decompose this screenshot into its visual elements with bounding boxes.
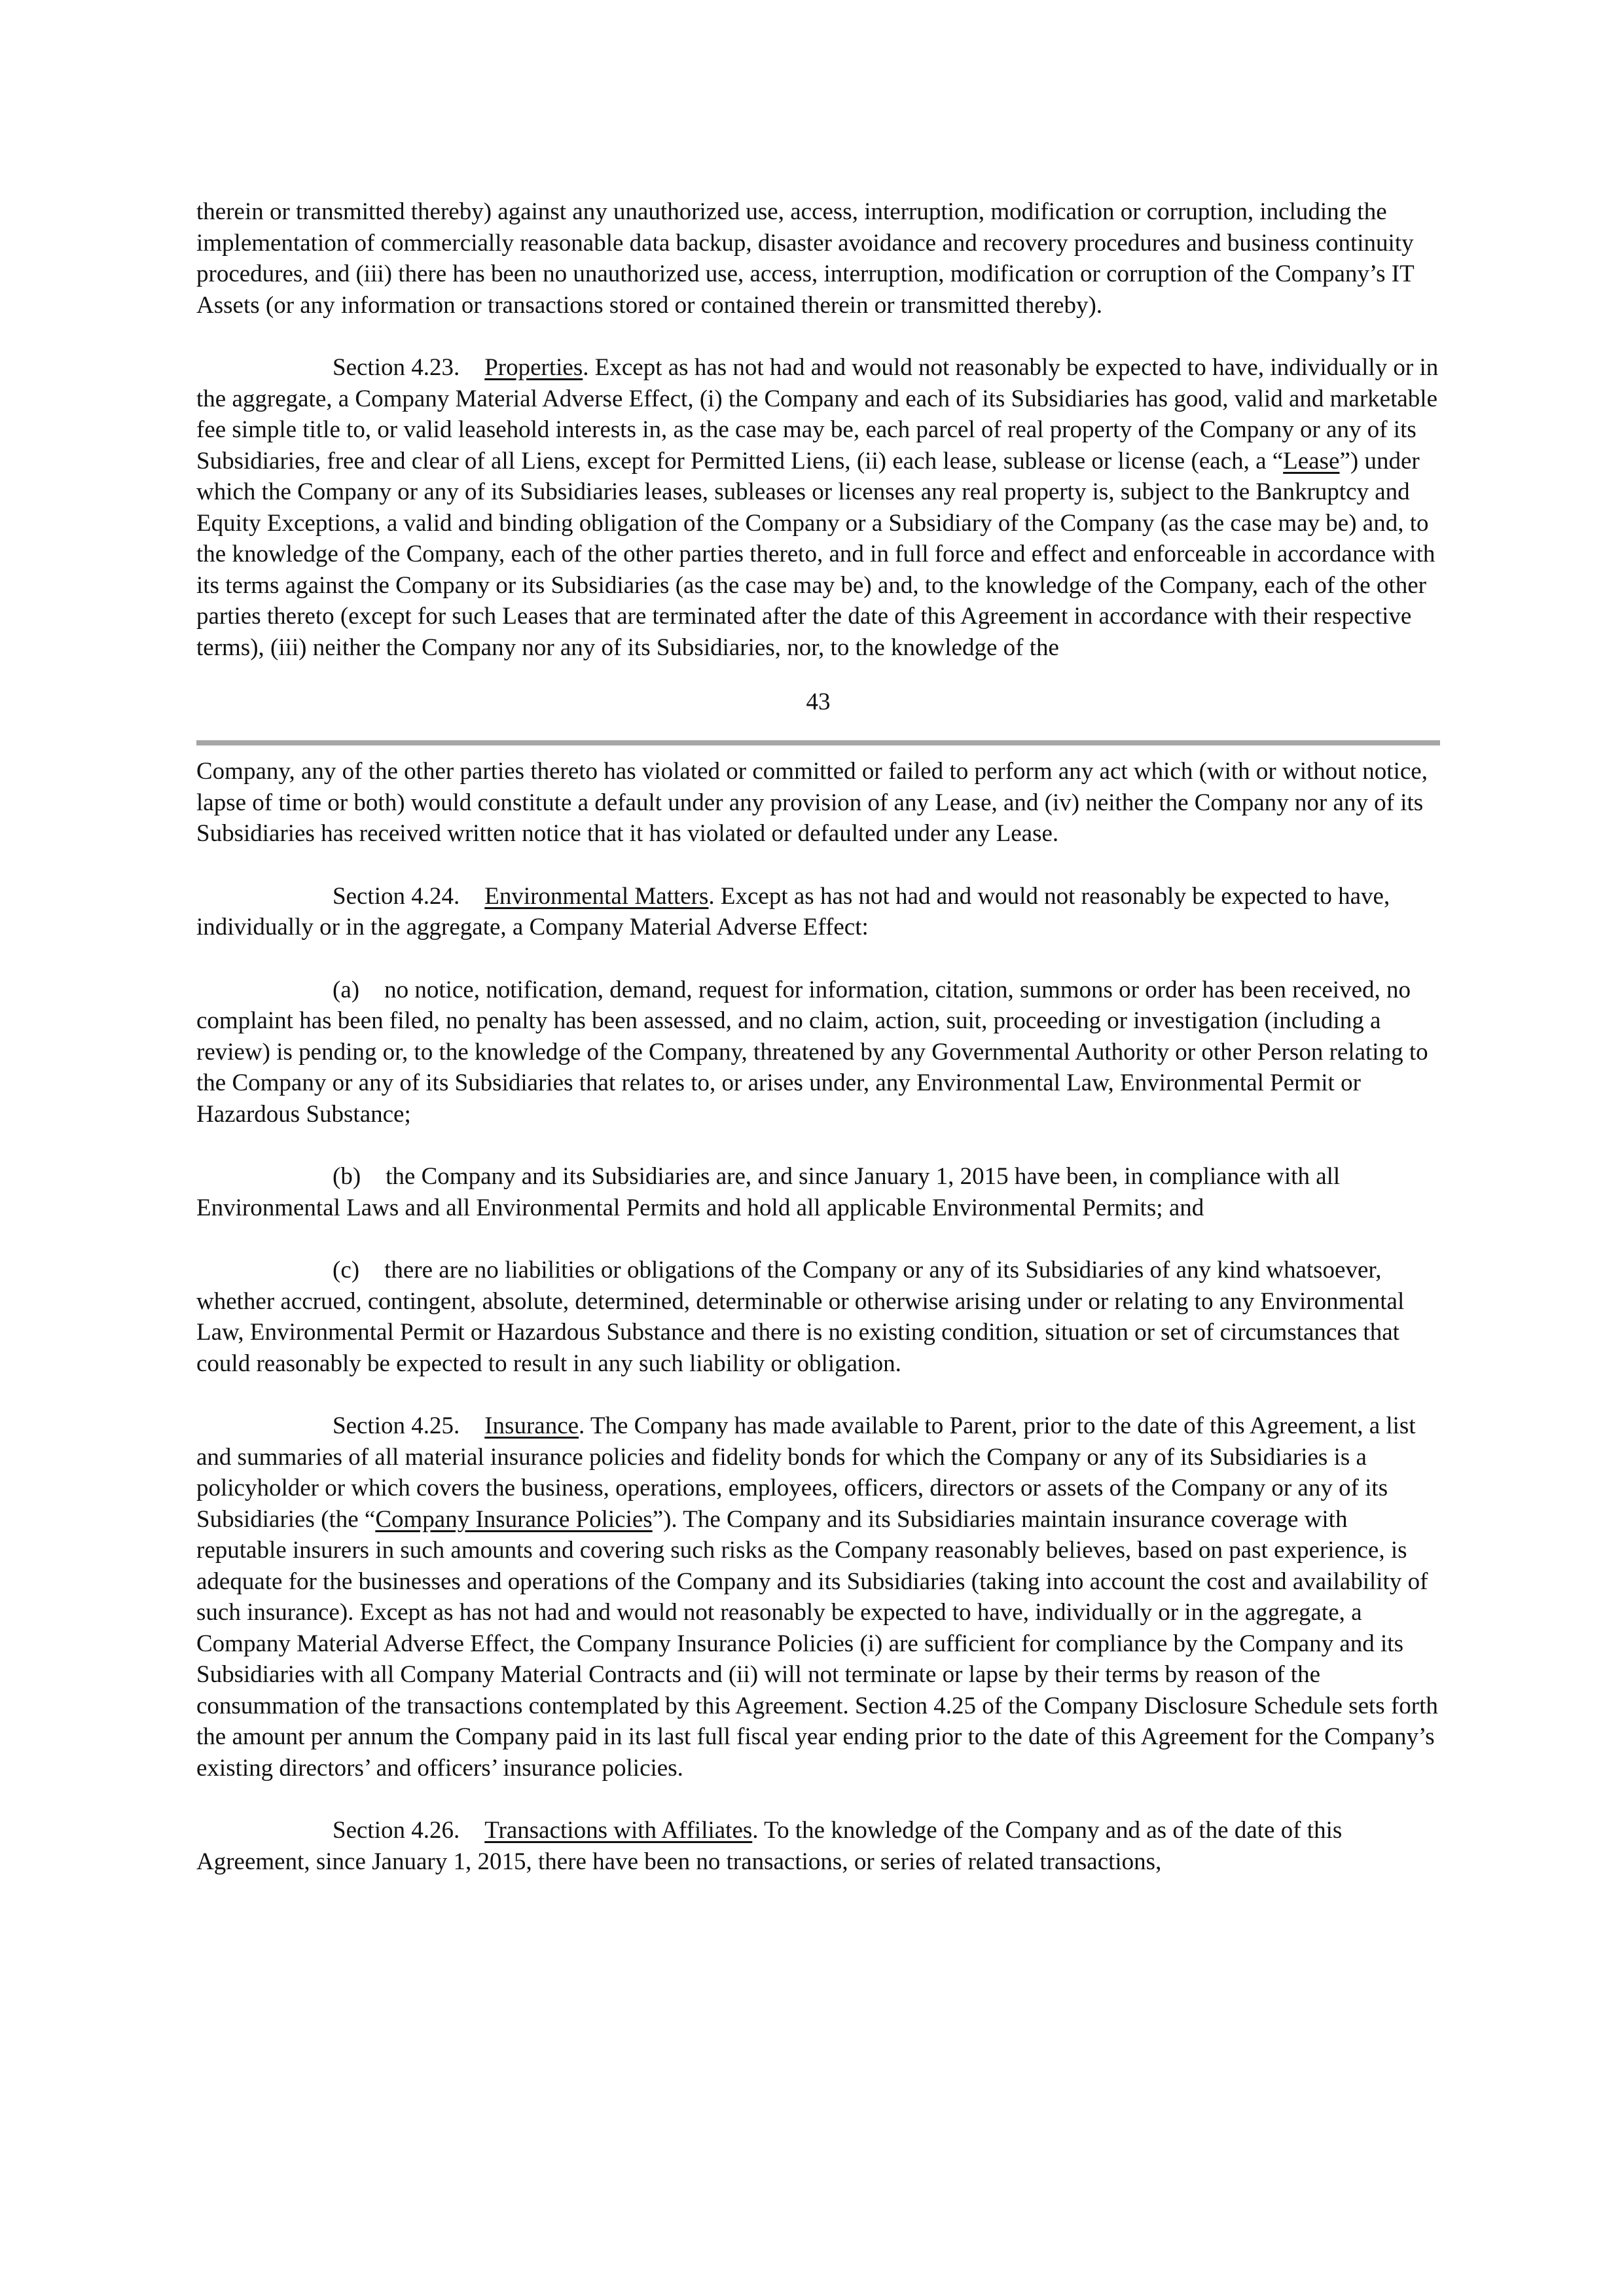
paragraph-lease-continued: Company, any of the other parties thereto has violated or committed or failed to perform any act which (with or without notice, lapse of time or both) would constitute a default under any provision of any Lease, and (iv) neither the Company nor any of its Subsidiaries has received written notice that it has violated or defaulted under any Lease.	[196, 758, 1428, 847]
document-page	[196, 196, 1440, 1877]
section-4-23-properties: Section 4.23. Properties. Except as has not had and would not reasonably be expected to have, individually or in the aggregate, a Company Material Adverse Effect, (i) the Company and each of its Subsidiaries has good, valid and marketable fee simple title to, or valid leasehold interests in, as the case may be, each parcel of real property of the Company or any of its Subsidiaries, free and clear of all Liens, except for Permitted Liens, (ii) each lease, sublease or license (each, a “Lease”) under which the Company or any of its Subsidiaries leases, subleases or licenses any real property is, subject to the Bankruptcy and Equity Exceptions, a valid and binding obligation of the Company or a Subsidiary of the Company (as the case may be) and, to the knowledge of the Company, each of the other parties thereto, and in full force and effect and enforceable in accordance with its terms against the Company or its Subsidiaries (as the case may be) and, to the knowledge of the Company, each of the other parties thereto (except for such Leases that are terminated after the date of this Agreement in accordance with their respective terms), (iii) neither the Company nor any of its Subsidiaries, nor, to the knowledge of the	[196, 354, 1439, 661]
section-4-24-environmental: Section 4.24. Environmental Matters. Except as has not had and would not reasonably be expected to have, individually or in the aggregate, a Company Material Adverse Effect:	[196, 882, 1390, 941]
defined-term-lease: Lease	[1283, 447, 1340, 475]
section-4-26-transactions-with-affiliates: Section 4.26. Transactions with Affiliates. To the knowledge of the Company and as of the date of this Agreement, since January 1, 2015, there have been no transactions, or series of related transactions,	[196, 1817, 1343, 1875]
section-4-25-insurance: Section 4.25. Insurance. The Company has made available to Parent, prior to the date of this Agreement, a list and summaries of all material insurance policies and fidelity bonds for which the Company or any of its Subsidiaries is a policyholder or which covers the business, operations, employees, officers, directors or assets of the Company or any of its Subsidiaries (the “Company Insurance Policies”). The Company and its Subsidiaries maintain insurance coverage with reputable insurers in such amounts and covering such risks as the Company reasonably believes, based on past experience, is adequate for the businesses and operations of the Company and its Subsidiaries (taking into account the cost and availability of such insurance). Except as has not had and would not reasonably be expected to have, individually or in the aggregate, a Company Material Adverse Effect, the Company Insurance Policies (i) are sufficient for compliance by the Company and its Subsidiaries with all Company Material Contracts and (ii) will not terminate or lapse by their terms by reason of the consummation of the transactions contemplated by this Agreement. Section 4.25 of the Company Disclosure Schedule sets forth the amount per annum the Company paid in its last full fiscal year ending prior to the date of this Agreement for the Company’s existing directors’ and officers’ insurance policies.	[196, 1412, 1438, 1782]
section-number: Section 4.24.	[333, 882, 460, 910]
section-title: Environmental Matters	[484, 882, 709, 910]
clause-a: (a) no notice, notification, demand, request for information, citation, summons or order has been received, no complaint has been filed, no penalty has been assessed, and no claim, action, suit, proceeding or investigation (including a review) is pending or, to the knowledge of the Company, threatened by any Governmental Authority or other Person relating to the Company or any of its Subsidiaries that relates to, or arises under, any Environmental Law, Environmental Permit or Hazardous Substance;	[196, 976, 1428, 1128]
clause-b: (b) the Company and its Subsidiaries are, and since January 1, 2015 have been, in compliance with all Environmental Laws and all Environmental Permits and hold all applicable Environmental Permits; and	[196, 1163, 1341, 1221]
section-title: Properties	[484, 354, 583, 381]
section-title: Transactions with Affiliates	[484, 1817, 753, 1844]
clause-label: (b)	[333, 1163, 361, 1190]
clause-c: (c) there are no liabilities or obligations of the Company or any of its Subsidiaries of any kind whatsoever, whether accrued, contingent, absolute, determined, determinable or otherwise arising under or relating to any Environmental Law, Environmental Permit or Hazardous Substance and there is no existing condition, situation or set of circumstances that could reasonably be expected to result in any such liability or obligation.	[196, 1257, 1405, 1377]
page-number: 43	[806, 689, 831, 715]
clause-label: (c)	[333, 1257, 360, 1283]
defined-term-company-insurance-policies: Company Insurance Policies	[375, 1505, 653, 1533]
section-number: Section 4.25.	[333, 1412, 460, 1439]
section-number: Section 4.26.	[333, 1817, 460, 1844]
page-break-rule	[196, 740, 1440, 745]
section-number: Section 4.23.	[333, 354, 460, 381]
clause-label: (a)	[333, 976, 360, 1003]
section-title: Insurance	[484, 1412, 579, 1439]
paragraph-it-assets-continued: therein or transmitted thereby) against any unauthorized use, access, interruption, modification or corruption, including the implementation of commercially reasonable data backup, disaster avoidance and recovery procedures and business continuity procedures, and (iii) there has been no unauthorized use, access, interruption, modification or corruption of the Company’s IT Assets (or any information or transactions stored or contained therein or transmitted thereby).	[196, 198, 1415, 319]
